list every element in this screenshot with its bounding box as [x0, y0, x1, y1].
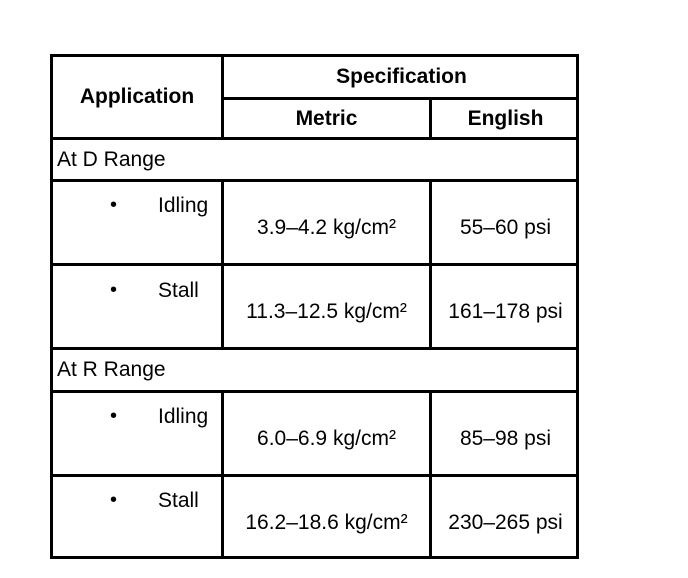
metric-value: 6.0–6.9 kg/cm² — [257, 426, 396, 450]
column-header-metric: Metric — [295, 106, 358, 130]
metric-value: 16.2–18.6 kg/cm² — [245, 511, 408, 534]
row-label-stall: Stall — [158, 489, 199, 512]
english-value: 161–178 psi — [448, 299, 563, 323]
bullet-icon: • — [110, 279, 118, 301]
column-header-application: Application — [79, 85, 195, 108]
metric-value: 3.9–4.2 kg/cm² — [257, 215, 396, 239]
metric-value: 11.3–12.5 kg/cm² — [246, 299, 407, 323]
specification-table — [50, 54, 579, 559]
section-title-r-range: At R Range — [57, 358, 166, 381]
bullet-icon: • — [110, 194, 118, 216]
english-value: 55–60 psi — [459, 215, 552, 239]
bullet-icon: • — [110, 489, 118, 511]
column-header-english: English — [467, 106, 544, 130]
bullet-icon: • — [110, 405, 118, 427]
section-title-d-range: At D Range — [57, 147, 166, 171]
english-value: 85–98 psi — [459, 426, 552, 450]
english-value: 230–265 psi — [448, 511, 563, 534]
row-label-idling: Idling — [158, 194, 209, 217]
row-label-stall: Stall — [158, 279, 199, 302]
column-header-specification: Specification — [336, 65, 467, 88]
row-label-idling: Idling — [158, 405, 209, 428]
